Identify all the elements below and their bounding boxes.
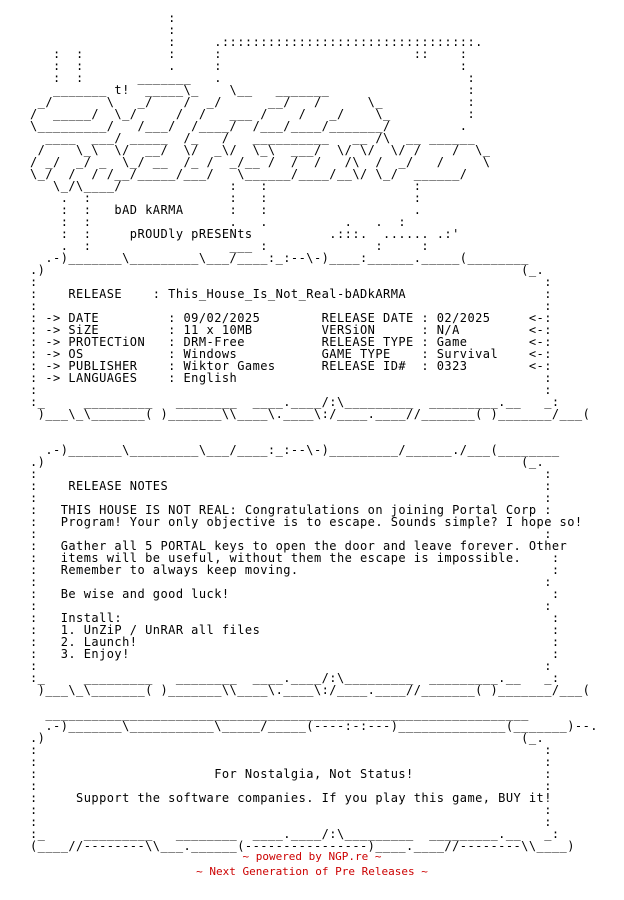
nfo-line: :_ _________ ________ ____.____/:\_________ _________.__ _:: [30, 395, 560, 409]
nfo-line: . : : : :: [30, 191, 422, 205]
nfo-line: : :: [30, 299, 552, 313]
nfo-line: : :: [30, 803, 552, 817]
nfo-line: : :: [30, 755, 552, 769]
nfo-line: (____//--------\\___.______(----------------)____.____//--------\\____): [30, 839, 575, 853]
nfo-line: \_________/ /___/ /____/ /___/____/_______/ .: [30, 119, 468, 133]
nfo-line: )___\_\_______( )_______\\____\.____\:/____.____//_______( )_______/___(: [30, 683, 591, 697]
nfo-line: :: [30, 23, 176, 37]
nfo-line: .) (_.: [30, 731, 545, 745]
nfo-line: \_/ / / /__/_____/___/ \______/____/__\/ \_/ ______/: [30, 167, 468, 181]
nfo-line: : items will be useful, without them the escape is impossible. :: [30, 551, 560, 565]
nfo-line: : -> LANGUAGES : English :: [30, 371, 552, 385]
nfo-line: _______________________________________________________________: [30, 707, 529, 721]
nfo-line: : .:::::::::::::::::::::::::::::::::.: [30, 35, 483, 49]
nfo-line: ____ ___/ _____ /_ / __________ __ /\ __ ______: [30, 131, 476, 145]
nfo-line: : : : : :: :: [30, 47, 468, 61]
nfo-line: : : bAD kARMA : : .: [30, 203, 422, 217]
nfo-line: : :: [30, 779, 552, 793]
nfo-line: : : . . . . :: [30, 215, 407, 229]
nfo-line: : -> PUBLISHER : Wiktor Games RELEASE ID# : 0323 <-:: [30, 359, 552, 373]
nfo-line: / \_\ \/ __/ \/ _\/ \_\ ___/ \/ \/ \/ / / \_: [30, 143, 491, 157]
nfo-line: : :: [30, 275, 552, 289]
nfo-line: : RELEASE : This_House_Is_Not_Real-bADkARMA :: [30, 287, 552, 301]
nfo-line: / _____/ \_/ / / ___ / / _/ \_ :: [30, 107, 476, 121]
nfo-line: : :: [30, 743, 552, 757]
nfo-line: : : . : :: [30, 59, 468, 73]
nfo-line: : -> PROTECTiON : DRM-Free RELEASE TYPE : Game <-:: [30, 335, 552, 349]
nfo-line: .) (_.: [30, 455, 545, 469]
nfo-line: : Gather all 5 PORTAL keys to open the door and leave forever. Other: [30, 539, 568, 553]
nfo-line: :_ _________ ________ ____.____/:\_________ _________.__ _:: [30, 671, 560, 685]
nfo-line: :: [30, 11, 176, 25]
nfo-ascii-art: [30, 12, 598, 852]
nfo-line: : Install: :: [30, 611, 560, 625]
nfo-line: .-)_______\_________\___/____:_:--\-)_________/______./___(________: [30, 443, 560, 457]
nfo-line: : :: [30, 659, 552, 673]
nfo-line: : 3. Enjoy! :: [30, 647, 560, 661]
nfo-line: : :: [30, 815, 552, 829]
nfo-line: : -> DATE : 09/02/2025 RELEASE DATE : 02/2025 <-:: [30, 311, 552, 325]
nfo-line: : :: [30, 491, 552, 505]
nfo-line: : For Nostalgia, Not Status! :: [30, 767, 552, 781]
nfo-line: : -> SiZE : 11 x 10MB VERSiON : N/A <-:: [30, 323, 552, 337]
nfo-line: : :: [30, 599, 552, 613]
nfo-line: : : _______ . :: [30, 71, 476, 85]
nfo-line: .-)_______\_________\___/____:_:--\-)____:______._____(________: [30, 251, 529, 265]
nfo-line: : Remember to always keep moving. :: [30, 563, 560, 577]
nfo-line: _______ t! _____\_ \__ _______ :: [30, 83, 476, 97]
nfo-line: )___\_\_______( )_______\\____\.____\:/____.____//_______( )_______/___(: [30, 407, 591, 421]
nfo-line: : 1. UnZiP / UnRAR all files :: [30, 623, 560, 637]
nfo-line: / _/ _/ _ \_/ __ /_ / _/__ / / / /\ / _/ / \: [30, 155, 491, 169]
nfo-line: : :: [30, 575, 552, 589]
nfo-line: : :: [30, 467, 552, 481]
powered-by-link[interactable]: ~ powered by NGP.re ~: [242, 850, 382, 863]
nfo-line: .-)_______\___________\_____/_____(----:-:---)______________(_______)--.: [30, 719, 598, 733]
nfo-line: : :: [30, 527, 552, 541]
nfo-line: : RELEASE NOTES :: [30, 479, 552, 493]
nfo-line: _/ \ _/ / _/ __/ / \_ :: [30, 95, 476, 109]
nfo-line: : THIS HOUSE IS NOT REAL: Congratulations on joining Portal Corp :: [30, 503, 552, 517]
nfo-line: : Program! Your only objective is to escape. Sounds simple? I hope so!: [30, 515, 583, 529]
nfo-line: \_/\____/ : : :: [30, 179, 422, 193]
footer: [0, 849, 624, 879]
nfo-line: : 2. Launch! :: [30, 635, 560, 649]
nfo-line: : : pROUDly pRESENts .:::. ...... .:': [30, 227, 460, 241]
nfo-line: : Support the software companies. If you play this game, BUY it!: [30, 791, 552, 805]
nfo-line: : -> OS : Windows GAME TYPE : Survival <-:: [30, 347, 552, 361]
nfo-line: : :: [30, 383, 552, 397]
nfo-line: :_ _________ ________ ____.____/:\_________ _________.__ _:: [30, 827, 560, 841]
nfo-line: . : ___ : : :: [30, 239, 430, 253]
nfo-line: : Be wise and good luck! :: [30, 587, 560, 601]
nfo-line: .) (_.: [30, 263, 545, 277]
tagline-link[interactable]: ~ Next Generation of Pre Releases ~: [196, 865, 428, 878]
